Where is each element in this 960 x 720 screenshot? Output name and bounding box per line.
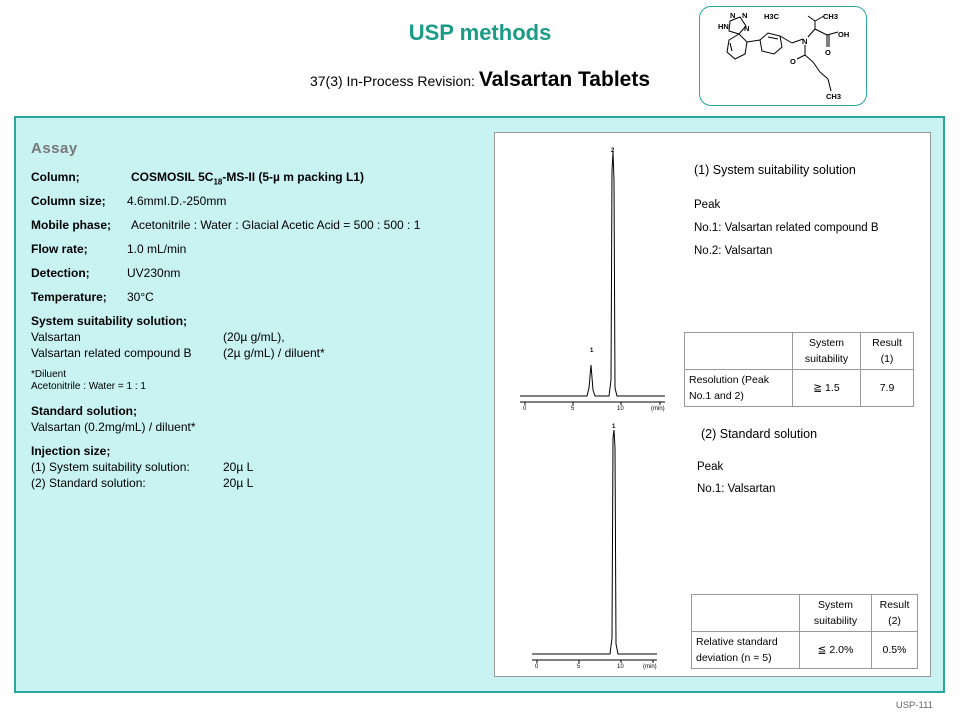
chemical-structure bbox=[699, 6, 867, 106]
chromatogram-1-axis-unit: (min) bbox=[651, 406, 665, 412]
chromatogram-2-axis-unit: (min) bbox=[643, 664, 657, 670]
injection-line-1 bbox=[31, 460, 254, 474]
detection-value: UV230nm bbox=[127, 266, 181, 280]
label-n-2: N bbox=[742, 11, 748, 20]
injection-line-2 bbox=[31, 476, 254, 490]
detection-label: Detection; bbox=[31, 266, 90, 280]
results-table-2 bbox=[691, 594, 918, 669]
suitability-line-1 bbox=[31, 330, 285, 344]
column-size-label: Column size; bbox=[31, 194, 106, 208]
table-2-header-suitability: System suitability bbox=[800, 595, 872, 632]
chromatogram-1 bbox=[515, 140, 675, 412]
diluent-note-1: *Diluent bbox=[31, 369, 67, 380]
suitability-line2-conc: (2µ g/mL) / diluent* bbox=[223, 346, 325, 360]
chromatogram-2-trace bbox=[532, 430, 657, 654]
chromatogram-1-tick-10: 10 bbox=[617, 406, 624, 412]
injection-label-row bbox=[31, 444, 110, 458]
chromatogram-1-peak-label-2: 2 bbox=[611, 148, 615, 154]
label-n-3: N bbox=[744, 24, 750, 33]
chromatogram-2-title: (2) Standard solution bbox=[701, 427, 818, 441]
label-ch3-top: CH3 bbox=[823, 12, 839, 21]
chromatogram-1-peak-1: No.1: Valsartan related compound B bbox=[694, 222, 879, 234]
diluent-note-2: Acetonitrile : Water = 1 : 1 bbox=[31, 381, 146, 392]
table-2-row-label: Relative standard deviation (n = 5) bbox=[692, 632, 800, 669]
flow-rate-value: 1.0 mL/min bbox=[127, 242, 187, 256]
label-h3c: H3C bbox=[764, 12, 780, 21]
chromatogram-2-peak-label-1: 1 bbox=[612, 424, 616, 430]
column-value: COSMOSIL $5C_{18}-MS-II$ (5-µ m packing L1) bbox=[131, 170, 364, 187]
table-2-header-result: Result (2) bbox=[872, 595, 918, 632]
injection-line2-name: (2) Standard solution: bbox=[31, 476, 146, 490]
column-row bbox=[31, 170, 364, 187]
suitability-line1-name: Valsartan bbox=[31, 330, 81, 344]
suitability-line1-conc: (20µ g/mL), bbox=[223, 330, 285, 344]
chromatogram-1-trace bbox=[520, 152, 665, 396]
flow-rate-row bbox=[31, 242, 187, 256]
table-1-row-criterion: ≧ 1.5 bbox=[793, 370, 861, 407]
chromatogram-2-peak-heading: Peak bbox=[697, 461, 724, 473]
results-table-1 bbox=[684, 332, 914, 407]
suitability-line-2 bbox=[31, 346, 325, 360]
assay-heading: Assay bbox=[31, 140, 78, 157]
valsartan-structure-diagram bbox=[700, 7, 866, 105]
label-o-amide: O bbox=[790, 57, 796, 66]
suitability-label: System suitability solution; bbox=[31, 314, 188, 328]
column-size-value: 4.6mmI.D.-250mm bbox=[127, 194, 227, 208]
temperature-label: Temperature; bbox=[31, 290, 107, 304]
temperature-value: 30°C bbox=[127, 290, 154, 304]
label-n-amide: N bbox=[802, 37, 808, 46]
chromatogram-2-tick-10: 10 bbox=[617, 664, 624, 670]
standard-label-row bbox=[31, 404, 137, 418]
mobile-phase-row bbox=[31, 218, 421, 232]
table-2-row-criterion: ≦ 2.0% bbox=[800, 632, 872, 669]
page-title: USP methods bbox=[408, 20, 552, 45]
label-n-1: N bbox=[730, 11, 736, 20]
table-1-row-result: 7.9 bbox=[861, 370, 914, 407]
label-ch3-bottom: CH3 bbox=[826, 92, 842, 101]
injection-line2-value: 20µ L bbox=[223, 476, 254, 490]
chromatogram-1-title: (1) System suitability solution bbox=[694, 163, 856, 177]
column-label: Column; bbox=[31, 170, 80, 184]
mobile-phase-value: Acetonitrile : Water : Glacial Acetic Acid = 500 : 500 : 1 bbox=[131, 218, 421, 232]
table-row bbox=[692, 632, 918, 669]
chromatogram-1-tick-5: 5 bbox=[571, 406, 575, 412]
page-number: USP-111 bbox=[895, 700, 933, 711]
column-size-row bbox=[31, 194, 227, 208]
detection-row bbox=[31, 266, 181, 280]
chromatogram-1-peak-label-1: 1 bbox=[590, 348, 594, 354]
chromatogram-1-peak-heading: Peak bbox=[694, 199, 721, 211]
label-o-acid: O bbox=[825, 48, 831, 57]
standard-value: Valsartan (0.2mg/mL) / diluent* bbox=[31, 420, 196, 434]
injection-line1-value: 20µ L bbox=[223, 460, 254, 474]
chromatogram-2-tick-5: 5 bbox=[577, 664, 581, 670]
table-row bbox=[692, 595, 918, 632]
chromatogram-2 bbox=[527, 418, 667, 670]
table-row bbox=[685, 333, 914, 370]
standard-label: Standard solution; bbox=[31, 404, 137, 418]
label-oh: OH bbox=[838, 30, 850, 39]
temperature-row bbox=[31, 290, 154, 304]
table-1-header-result: Result (1) bbox=[861, 333, 914, 370]
suitability-line2-name: Valsartan related compound B bbox=[31, 346, 192, 360]
table-1-header-suitability: System suitability bbox=[793, 333, 861, 370]
table-row bbox=[685, 370, 914, 407]
table-1-row-label: Resolution (Peak No.1 and 2) bbox=[685, 370, 793, 407]
subtitle-main: Valsartan Tablets bbox=[478, 68, 651, 91]
injection-label: Injection size; bbox=[31, 444, 111, 458]
chromatogram-1-tick-0: 0 bbox=[523, 406, 527, 412]
suitability-label-row bbox=[31, 314, 187, 328]
subtitle-prefix: 37(3) In-Process Revision: bbox=[309, 73, 479, 89]
chromatogram-2-peak-1: No.1: Valsartan bbox=[697, 483, 776, 495]
table-2-row-result: 0.5% bbox=[872, 632, 918, 669]
chromatogram-2-tick-0: 0 bbox=[535, 664, 539, 670]
chromatogram-1-peak-2: No.2: Valsartan bbox=[694, 245, 773, 257]
injection-line1-name: (1) System suitability solution: bbox=[31, 460, 190, 474]
flow-rate-label: Flow rate; bbox=[31, 242, 88, 256]
label-hn: HN bbox=[718, 22, 729, 31]
mobile-phase-label: Mobile phase; bbox=[31, 218, 112, 232]
